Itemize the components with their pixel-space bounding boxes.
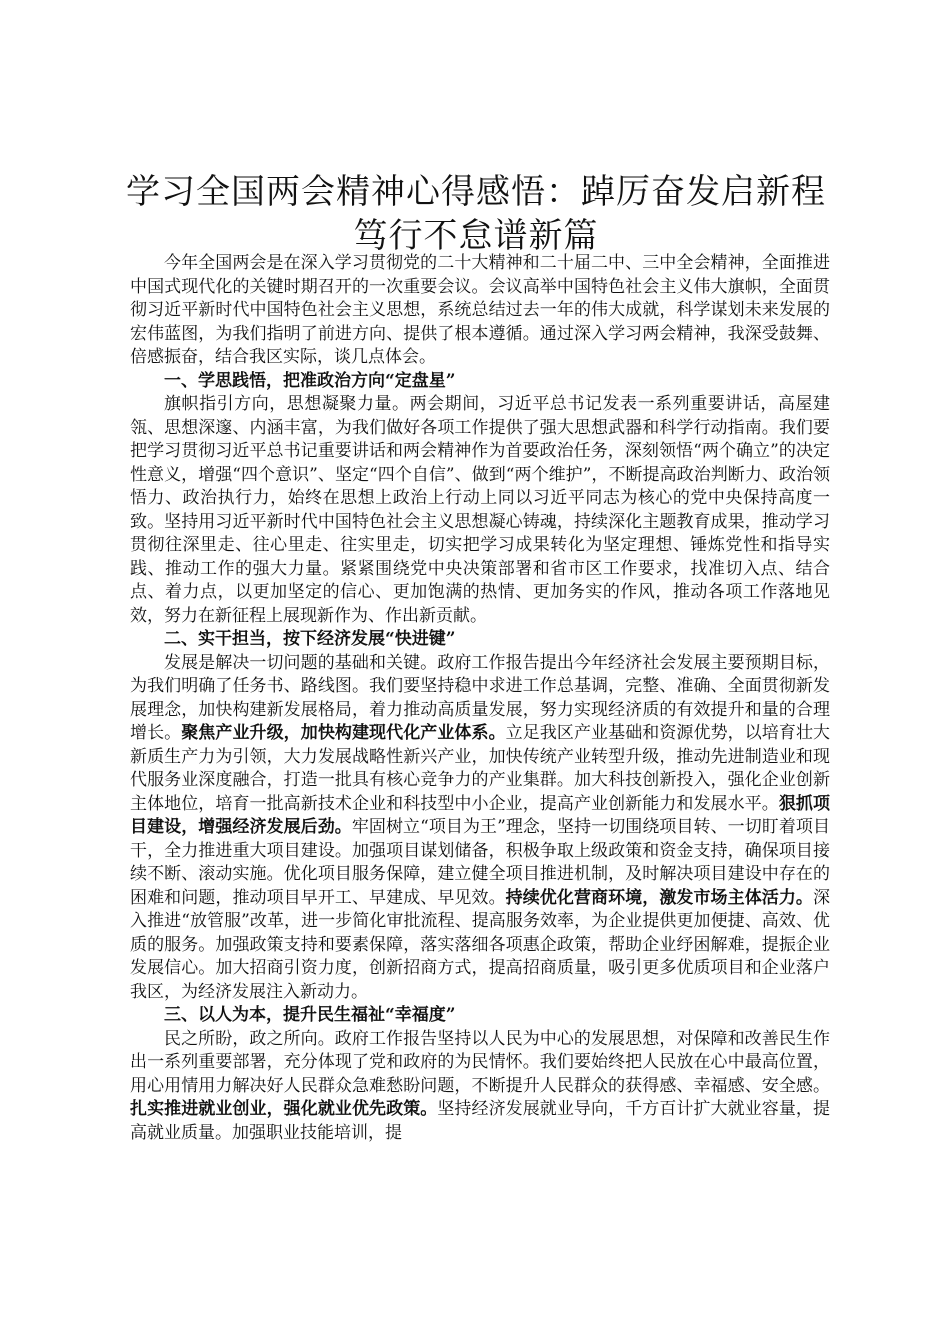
intro-paragraph: 今年全国两会是在深入学习贯彻党的二十大精神和二十届二中、三中全会精神，全面推进中国式现代化的关键时期召开的一次重要会议。会议高举中国特色社会主义伟大旗帜，全面贯彻习近平新时代中国特色社会主义思想，系统总结过去一年的伟大成就，科学谋划未来发展的宏伟蓝图，为我们指明了前进方向、提供了根本遵循。通过深入学习两会精神，我深受鼓舞、倍感振奋，结合我区实际，谈几点体会。 bbox=[130, 253, 830, 367]
document-body bbox=[130, 252, 830, 1145]
section-3-text-1: 坚持经济发展就业导向，千方百计扩大就业容量，提高就业质量。加强职业技能培训，提 bbox=[130, 1099, 831, 1143]
section-1-paragraph: 旗帜指引方向，思想凝聚力量。两会期间，习近平总书记发表一系列重要讲话，高屋建瓴、思想深邃、内涵丰富，为我们做好各项工作提供了强大思想武器和科学行动指南。我们要把学习贯彻习近平总书记重要讲话和两会精神作为首要政治任务，深刻领悟“两个确立”的决定性意义，增强“四个意识”、坚定“四个自信”、做到“两个维护”，不断提高政治判断力、政治领悟力、政治执行力，始终在思想上政治上行动上同以习近平同志为核心的党中央保持高度一致。坚持用习近平新时代中国特色社会主义思想凝心铸魂，持续深化主题教育成果，推动学习贯彻往深里走、往心里走、往实里走，切实把学习成果转化为坚定理想、锤炼党性和指导实践、推动工作的强大力量。紧紧围绕党中央决策部署和省市区工作要求，找准切入点、结合点、着力点，以更加坚定的信心、更加饱满的热情、更加务实的作风，推动各项工作落地见效，努力在新征程上展现新作为、作出新贡献。 bbox=[130, 394, 830, 626]
section-2-heading: 二、实干担当，按下经济发展“快进键” bbox=[164, 629, 456, 649]
section-3-text-0: 民之所盼，政之所向。政府工作报告坚持以人民为中心的发展思想，对保障和改善民生作出一系列重要部署，充分体现了党和政府的为民情怀。我们要始终把人民放在心中最高位置，用心用情用力解决好人民群众急难愁盼问题，不断提升人民群众的获得感、幸福感、安全感。 bbox=[130, 1028, 830, 1096]
section-3-bold-1: 扎实推进就业创业，强化就业优先政策。 bbox=[130, 1099, 438, 1119]
section-3-heading: 三、以人为本，提升民生福祉“幸福度” bbox=[164, 1005, 456, 1025]
section-2-text-1: 立足我区产业基础和资源优势，以培育壮大新质生产力为引领，大力发展战略性新兴产业，加快传统产业转型升级，推动先进制造业和现代服务业深度融合，打造一批具有核心竞争力的产业集群。加大科技创新投入，强化企业创新主体地位，培育一批高新技术企业和科技型中小企业，提高产业创新能力和发展水平。 bbox=[130, 723, 831, 814]
title-line-2: 笃行不怠谱新篇 bbox=[353, 216, 599, 256]
section-2-text-3: 深入推进“放管服”改革，进一步简化审批流程、提高服务效率，为企业提供更加便捷、高效、优质的服务。加强政策支持和要素保障，落实落细各项惠企政策，帮助企业纾困解难，提振企业发展信心。加大招商引资力度，创新招商方式，提高招商质量，吸引更多优质项目和企业落户我区，为经济发展注入新动力。 bbox=[130, 887, 831, 1002]
section-2-bold-1: 聚焦产业升级，加快构建现代化产业体系。 bbox=[181, 723, 506, 743]
section-2-bold-2: 狠抓项目建设，增强经济发展后劲。 bbox=[130, 793, 831, 837]
title-line-1: 学习全国两会精神心得感悟：踔厉奋发启新程 bbox=[126, 172, 826, 212]
section-2-bold-3: 持续优化营商环境，激发市场主体活力。 bbox=[505, 887, 814, 908]
section-3-paragraph bbox=[130, 1028, 830, 1146]
section-2-paragraph bbox=[130, 652, 830, 1005]
section-2-text-2: 牢固树立“项目为王”理念，坚持一切围绕项目转、一切盯着项目干，全力推进重大项目建设。加强项目谋划储备，积极争取上级政策和资金支持，确保项目接续不断、滚动实施。优化项目服务保障，建立健全项目推进机制，及时解决项目建设中存在的困难和问题，推动项目早开工、早建成、早见效。 bbox=[130, 817, 830, 908]
document-title bbox=[118, 170, 834, 258]
section-2-text-0: 发展是解决一切问题的基础和关键。政府工作报告提出今年经济社会发展主要预期目标，为我们明确了任务书、路线图。我们要坚持稳中求进工作总基调，完整、准确、全面贯彻新发展理念，加快构建新发展格局，着力推动高质量发展，努力实现经济质的有效提升和量的合理增长。 bbox=[130, 652, 830, 743]
section-1-heading: 一、学思践悟，把准政治方向“定盘星” bbox=[164, 370, 456, 391]
